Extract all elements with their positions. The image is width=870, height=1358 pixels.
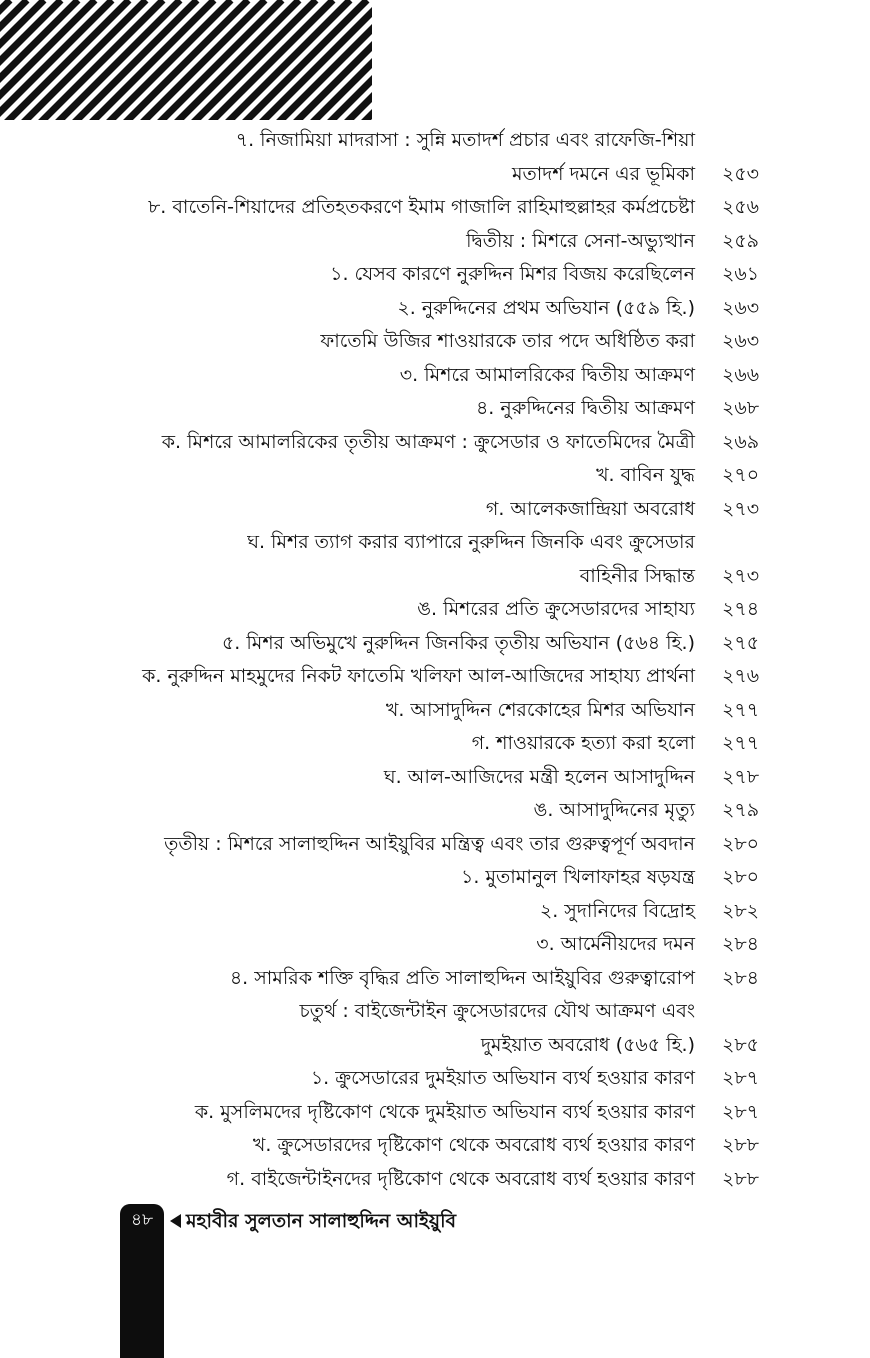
- toc-entry: [0, 694, 870, 728]
- toc-entry-page: ২৮০: [722, 866, 760, 888]
- toc-entry: [0, 1096, 870, 1130]
- toc-entry: [0, 191, 870, 225]
- toc-entry-page: ২৬৮: [722, 397, 760, 419]
- toc-entry-title: খ. বাবিন যুদ্ধ: [596, 464, 695, 486]
- toc-entry: [0, 727, 870, 761]
- toc-entry-title: ৭. নিজামিয়া মাদরাসা : সুন্নি মতাদর্শ প্রচার এবং রাফেজি-শিয়া: [235, 129, 695, 151]
- toc-entry-title: চতুর্থ : বাইজেন্টাইন ক্রুসেডারদের যৌথ আক্রমণ এবং: [299, 1000, 695, 1022]
- toc-entry-title: গ. আলেকজান্দ্রিয়া অবরোধ: [485, 497, 695, 520]
- toc-entry: [0, 258, 870, 292]
- book-title: মহাবীর সুলতান সালাহুদ্দিন আইয়ুবি: [186, 1210, 457, 1232]
- table-of-contents: [0, 124, 870, 1196]
- toc-entry-title: বাহিনীর সিদ্ধান্ত: [579, 564, 695, 587]
- toc-entry-page: ২৮৮: [722, 1134, 760, 1156]
- toc-entry-page: ২৭৭: [722, 732, 760, 754]
- toc-entry: [0, 526, 870, 560]
- toc-entry: [0, 928, 870, 962]
- toc-entry-title: ফাতেমি উজির শাওয়ারকে তার পদে অধিষ্ঠিত করা: [320, 330, 695, 352]
- toc-entry-title: মতাদর্শ দমনে এর ভূমিকা: [511, 162, 695, 185]
- toc-entry-title: গ. বাইজেন্টাইনদের দৃষ্টিকোণ থেকে অবরোধ ব্যর্থ হওয়ার কারণ: [226, 1167, 695, 1190]
- toc-entry-page: ২৭৬: [722, 665, 760, 687]
- toc-entry-title: ৩. মিশরে আমালরিকের দ্বিতীয় আক্রমণ: [399, 363, 695, 386]
- toc-entry-page: ২৬৩: [722, 330, 760, 352]
- toc-entry: [0, 1129, 870, 1163]
- toc-entry-title: ঘ. আল-আজিদের মন্ত্রী হলেন আসাদুদ্দিন: [383, 765, 695, 788]
- toc-entry-title: ঙ. আসাদুদ্দিনের মৃত্যু: [533, 799, 695, 821]
- toc-entry-title: ক. মুসলিমদের দৃষ্টিকোণ থেকে দুমইয়াত অভিযান ব্যর্থ হওয়ার কারণ: [194, 1100, 695, 1123]
- toc-entry-title: ১. যেসব কারণে নুরুদ্দিন মিশর বিজয় করেছিলেন: [330, 263, 695, 285]
- toc-entry-title: গ. শাওয়ারকে হত্যা করা হলো: [471, 732, 695, 754]
- toc-entry-page: ২৬৯: [722, 430, 760, 453]
- toc-entry-page: ২৮২: [722, 899, 760, 922]
- toc-entry-page: ২৫৯: [722, 229, 760, 252]
- toc-entry-page: ২৮০: [722, 832, 760, 855]
- toc-entry-title: দ্বিতীয় : মিশরে সেনা-অভ্যুত্থান: [466, 229, 695, 252]
- toc-entry-title: ৪. নুরুদ্দিনের দ্বিতীয় আক্রমণ: [475, 397, 695, 419]
- toc-entry: [0, 627, 870, 661]
- toc-entry-title: ২. সুদানিদের বিদ্রোহ: [539, 899, 695, 922]
- toc-entry: [0, 493, 870, 527]
- toc-entry: [0, 861, 870, 895]
- toc-entry-title: ১. মুতামানুল খিলাফাহর ষড়যন্ত্র: [461, 866, 695, 888]
- toc-entry-page: ২৬৬: [722, 363, 760, 386]
- toc-entry: [0, 660, 870, 694]
- toc-entry: [0, 292, 870, 326]
- toc-entry-page: ২৬১: [722, 263, 760, 285]
- toc-entry-title: ২. নুরুদ্দিনের প্রথম অভিযান (৫৫৯ হি.): [397, 296, 695, 319]
- toc-entry: [0, 1163, 870, 1197]
- toc-entry: [0, 895, 870, 929]
- page-number: ৪৮: [130, 1210, 154, 1230]
- toc-entry-title: দুমইয়াত অবরোধ (৫৬৫ হি.): [480, 1033, 695, 1056]
- toc-entry-title: খ. আসাদুদ্দিন শেরকোহের মিশর অভিযান: [385, 698, 695, 721]
- toc-entry: [0, 124, 870, 158]
- toc-entry-page: ২৭০: [722, 464, 760, 486]
- toc-entry-page: ২৭৪: [722, 598, 760, 620]
- toc-entry-title: ঘ. মিশর ত্যাগ করার ব্যাপারে নুরুদ্দিন জিনকি এবং ক্রুসেডার: [247, 531, 695, 553]
- toc-entry-page: ২৮৪: [722, 933, 760, 955]
- toc-entry-page: ২৮৭: [722, 1067, 760, 1089]
- toc-entry: [0, 392, 870, 426]
- toc-entry: [0, 828, 870, 862]
- toc-entry: [0, 995, 870, 1029]
- toc-entry-page: ২৭৩: [722, 497, 760, 520]
- toc-entry-page: ২৮৭: [722, 1100, 760, 1123]
- toc-entry: [0, 325, 870, 359]
- toc-entry-title: ৮. বাতেনি-শিয়াদের প্রতিহতকরণে ইমাম গাজালি রাহিমাহুল্লাহর কর্মপ্রচেষ্টা: [147, 196, 695, 218]
- toc-entry: [0, 459, 870, 493]
- toc-entry-page: ২৭৭: [722, 698, 760, 721]
- toc-entry-title: ১. ক্রুসেডারের দুমইয়াত অভিযান ব্যর্থ হওয়ার কারণ: [310, 1067, 695, 1089]
- toc-entry-page: ২৫৩: [722, 162, 760, 185]
- toc-entry-title: তৃতীয় : মিশরে সালাহুদ্দিন আইয়ুবির মন্ত্রিত্ব এবং তার গুরুত্বপূর্ণ অবদান: [164, 832, 695, 855]
- toc-entry-title: ৫. মিশর অভিমুখে নুরুদ্দিন জিনকির তৃতীয় অভিযান (৫৬৪ হি.): [221, 631, 695, 654]
- toc-entry-page: ২৭৯: [722, 799, 760, 821]
- toc-entry-page: ২৮৮: [722, 1167, 760, 1190]
- toc-entry: [0, 1062, 870, 1096]
- toc-entry-page: ২৬৩: [722, 296, 760, 319]
- toc-entry-page: ২৭৩: [722, 564, 760, 587]
- toc-entry-page: ২৮৫: [722, 1033, 760, 1056]
- toc-entry-page: ২৮৪: [722, 966, 760, 989]
- toc-entry: [0, 158, 870, 192]
- toc-entry: [0, 962, 870, 996]
- toc-entry: [0, 1029, 870, 1063]
- toc-entry-title: ঙ. মিশরের প্রতি ক্রুসেডারদের সাহায্য: [417, 598, 695, 620]
- toc-entry: [0, 359, 870, 393]
- corner-stripes-decoration: [0, 0, 372, 120]
- toc-entry-title: খ. ক্রুসেডারদের দৃষ্টিকোণ থেকে অবরোধ ব্যর্থ হওয়ার কারণ: [252, 1134, 695, 1156]
- toc-entry-title: ক. মিশরে আমালরিকের তৃতীয় আক্রমণ : ক্রুসেডার ও ফাতেমিদের মৈত্রী: [161, 430, 695, 453]
- toc-entry-title: ৪. সামরিক শক্তি বৃদ্ধির প্রতি সালাহুদ্দিন আইয়ুবির গুরুত্বারোপ: [229, 966, 695, 989]
- toc-entry-title: ক. নুরুদ্দিন মাহমুদের নিকট ফাতেমি খলিফা আল-আজিদের সাহায্য প্রার্থনা: [142, 665, 695, 687]
- toc-entry-page: ২৫৬: [722, 196, 760, 218]
- toc-entry: [0, 426, 870, 460]
- toc-entry-page: ২৭৮: [722, 765, 760, 788]
- toc-entry: [0, 225, 870, 259]
- toc-entry: [0, 794, 870, 828]
- arrow-left-icon: [170, 1214, 182, 1228]
- toc-entry-page: ২৭৫: [722, 631, 760, 654]
- toc-entry: [0, 761, 870, 795]
- toc-entry: [0, 593, 870, 627]
- toc-entry-title: ৩. আর্মেনীয়দের দমন: [536, 933, 695, 955]
- toc-entry: [0, 560, 870, 594]
